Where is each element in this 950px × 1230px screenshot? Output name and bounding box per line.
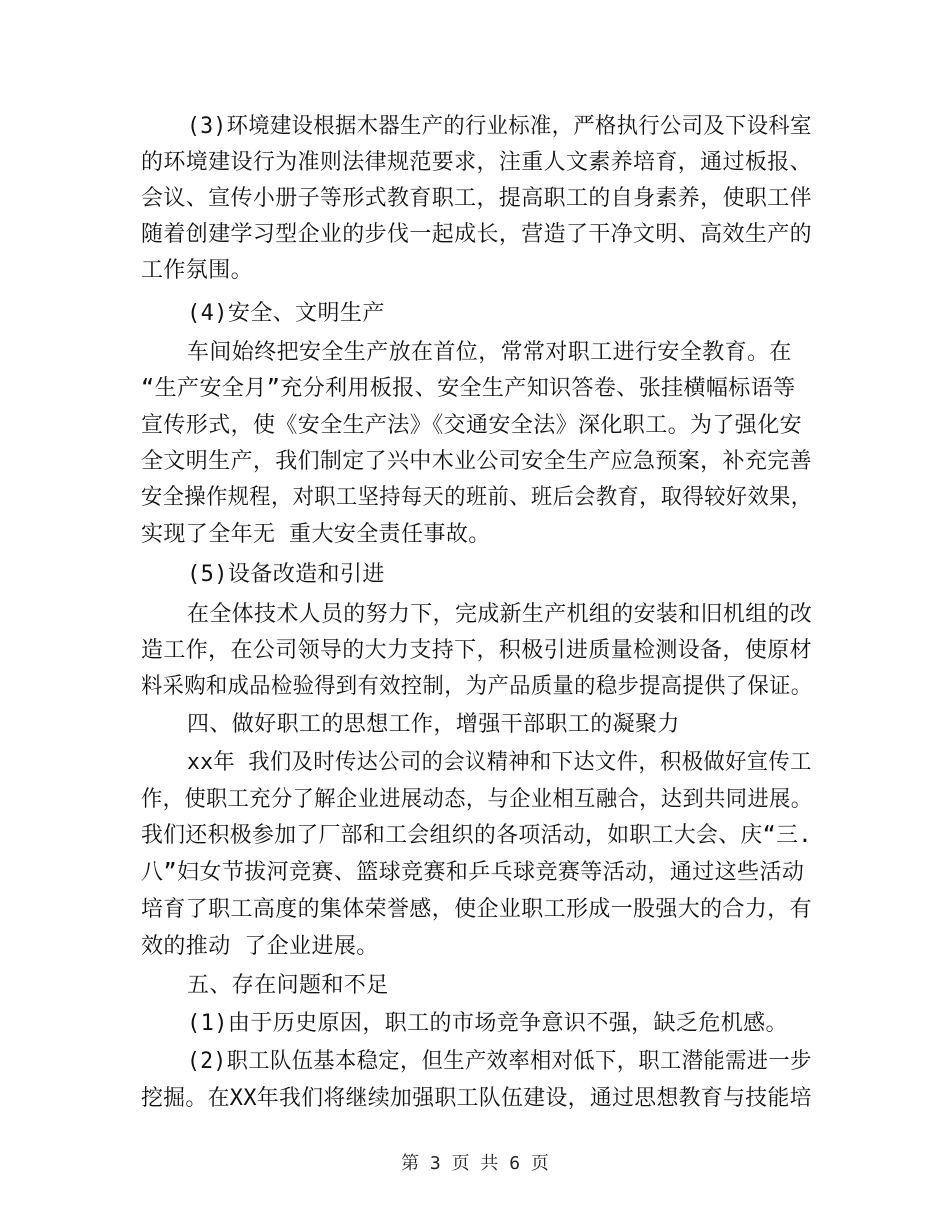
paragraph-line-9: 全文明生产，我们制定了兴中木业公司安全生产应急预案，补充完善 — [141, 449, 813, 474]
paragraph-line-14: 料采购和成品检验得到有效控制，为产品质量的稳步提高提供了保证。 — [141, 674, 813, 699]
section-heading-4: (4)安全、文明生产 — [187, 301, 385, 326]
paragraph-line-18: 八”妇女节拔河竞赛、篮球竞赛和乒乓球竞赛等活动，通过这些活动 — [141, 860, 805, 885]
paragraph-line-8: 宣传形式，使《安全生产法》《交通安全法》深化职工。为了强化安 — [141, 413, 803, 438]
page-number-footer: 第 3 页 共 6 页 — [401, 1153, 549, 1174]
section-heading-5: (5)设备改造和引进 — [187, 562, 385, 587]
paragraph-line-13: 造工作，在公司领导的大力支持下，积极引进质量检测设备，使原材 — [141, 638, 813, 663]
chapter-heading-four: 四、做好职工的思想工作，增强干部职工的凝聚力 — [187, 712, 680, 737]
paragraph-line-12: 在全体技术人员的努力下，完成新生产机组的安装和旧机组的改 — [187, 602, 813, 627]
paragraph-line-5: 工作氛围。 — [141, 258, 254, 283]
paragraph-line-16: 作，使职工充分了解企业进展动态，与企业相互融合，达到共同进展。 — [141, 787, 813, 812]
paragraph-line-3: 会议、宣传小册子等形式教育职工，提高职工的自身素养，使职工伴 — [141, 186, 813, 211]
issue-item-1: (1)由于历史原因，职工的市场竞争意识不强，缺乏危机感。 — [187, 1011, 788, 1036]
paragraph-line-6: 车间始终把安全生产放在首位，常常对职工进行安全教育。在 — [187, 340, 792, 365]
paragraph-line-1: (3)环境建设根据木器生产的行业标准，严格执行公司及下设科室 — [187, 114, 812, 139]
paragraph-line-2: 的环境建设行为准则法律规范要求，注重人文素养培育，通过板报、 — [141, 150, 813, 175]
paragraph-line-17: 我们还积极参加了厂部和工会组织的各项活动，如职工大会、庆“三. — [141, 823, 812, 848]
paragraph-line-19: 培育了职工高度的集体荣誉感，使企业职工形成一股强大的合力，有 — [141, 897, 813, 922]
paragraph-line-20: 效的推动 了企业进展。 — [141, 934, 379, 959]
paragraph-line-11: 实现了全年无 重大安全责任事故。 — [141, 522, 491, 547]
paragraph-line-4: 随着创建学习型企业的步伐一起成长，营造了干净文明、高效生产的 — [141, 222, 813, 247]
issue-item-2: (2)职工队伍基本稳定，但生产效率相对低下，职工潜能需进一步 — [187, 1049, 812, 1074]
chapter-heading-five: 五、存在问题和不足 — [187, 973, 389, 998]
paragraph-line-15: xx年 我们及时传达公司的会议精神和下达文件，积极做好宣传工 — [187, 750, 812, 775]
paragraph-line-21: 挖掘。在XX年我们将继续加强职工队伍建设，通过思想教育与技能培 — [141, 1086, 812, 1111]
paragraph-line-10: 安全操作规程，对职工坚持每天的班前、班后会教育，取得较好效果， — [141, 485, 813, 510]
paragraph-line-7: “生产安全月”充分利用板报、安全生产知识答卷、张挂横幅标语等 — [141, 376, 796, 401]
